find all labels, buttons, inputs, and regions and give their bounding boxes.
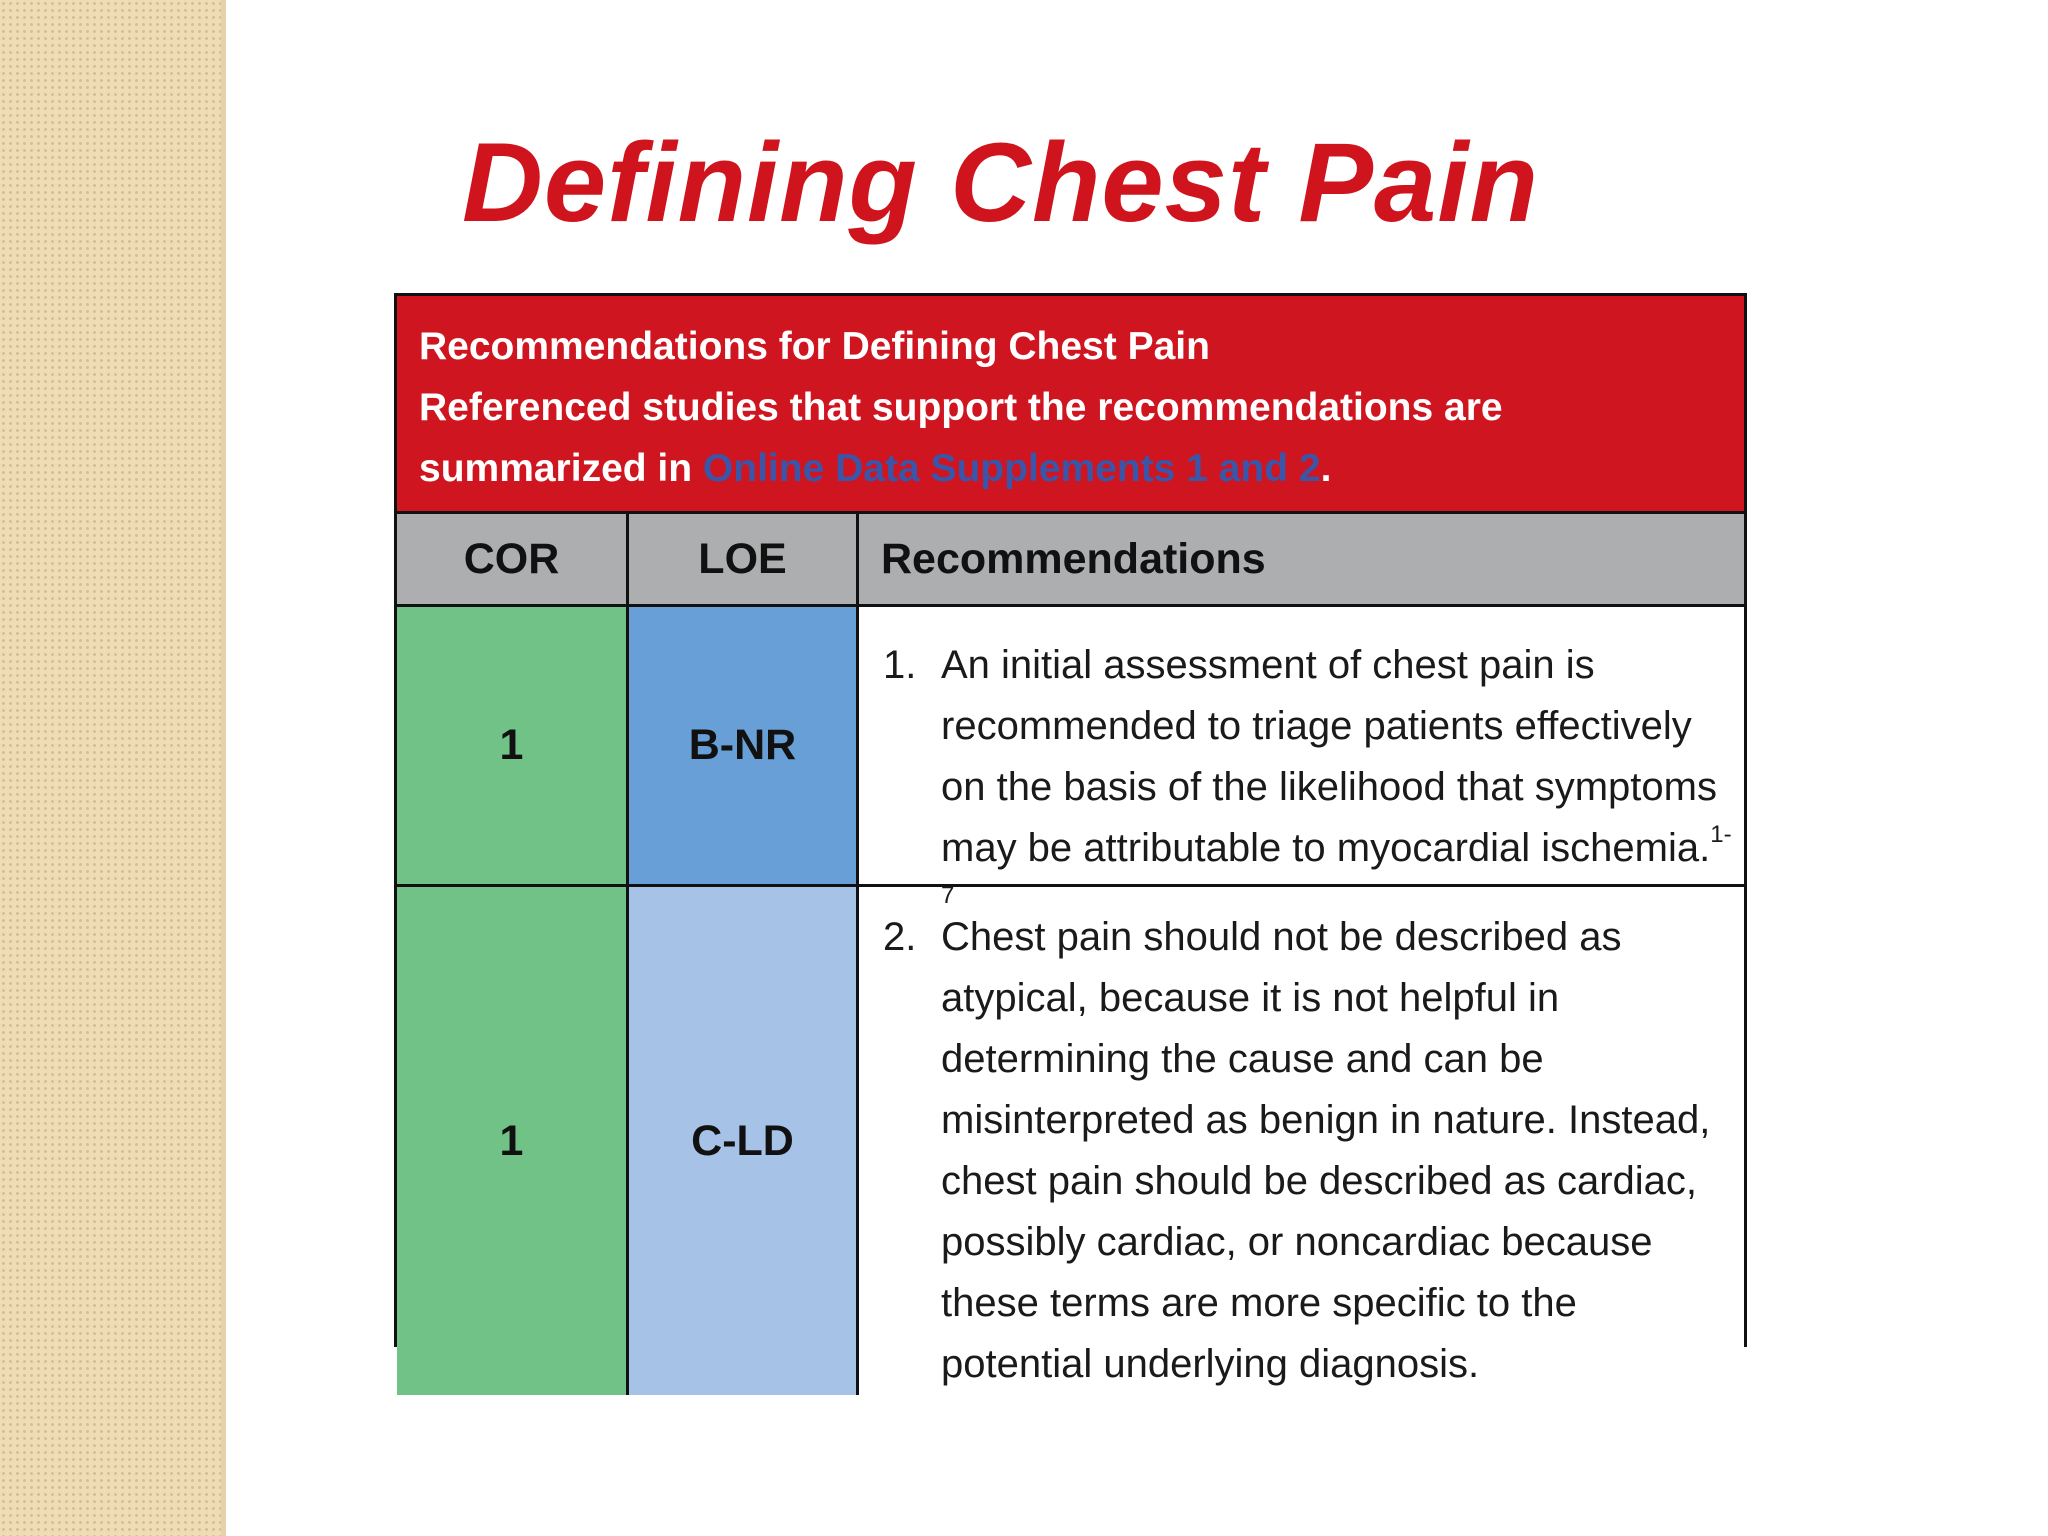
row-2-recommendation-cell [859,887,1744,1395]
row-2-recommendation-number: 2. [883,915,917,959]
decorative-side-strip [0,0,226,1536]
recommendations-table [394,293,1747,1386]
row-2-cor-cell: 1 [397,887,629,1395]
column-header-loe: LOE [629,514,859,607]
row-1-cor-cell: 1 [397,607,629,887]
column-header-recommendations: Recommendations [859,514,1744,607]
row-1-recommendation-text: An initial assessment of chest pain is recommended to triage patients effectively on the basis of the likelihood that symptoms may be attributable to myocardial ischemia. [941,643,1717,870]
slide-title: Defining Chest Pain [462,120,1539,245]
row-1-loe-cell: B-NR [629,607,859,887]
column-header-cor: COR [397,514,629,607]
row-2-loe-cell: C-LD [629,887,859,1395]
online-data-supplements-link[interactable]: Online Data Supplements 1 and 2 [702,447,1321,490]
banner-supplement-prefix: summarized in [419,447,703,490]
table-banner [397,296,1744,514]
row-1-reference-superscript: 1-7 [941,821,1732,909]
banner-supplement-line [419,438,1722,499]
row-1-recommendation-number: 1. [883,643,917,687]
banner-subtitle: Referenced studies that support the recommendations are [419,386,1503,429]
row-1-recommendation-body [941,635,1736,909]
banner-supplement-suffix: . [1320,447,1332,490]
row-1-recommendation-cell [859,607,1744,909]
row-2-recommendation-text: Chest pain should not be described as atypical, because it is not helpful in determining the cause and can be misinterpreted as benign in nature. Instead, chest pain should be described as cardiac, possibly cardiac, or noncardiac because these terms are more specific to the potential underlying diagnosis. [941,915,1711,1386]
banner-title: Recommendations for Defining Chest Pain [419,325,1210,368]
